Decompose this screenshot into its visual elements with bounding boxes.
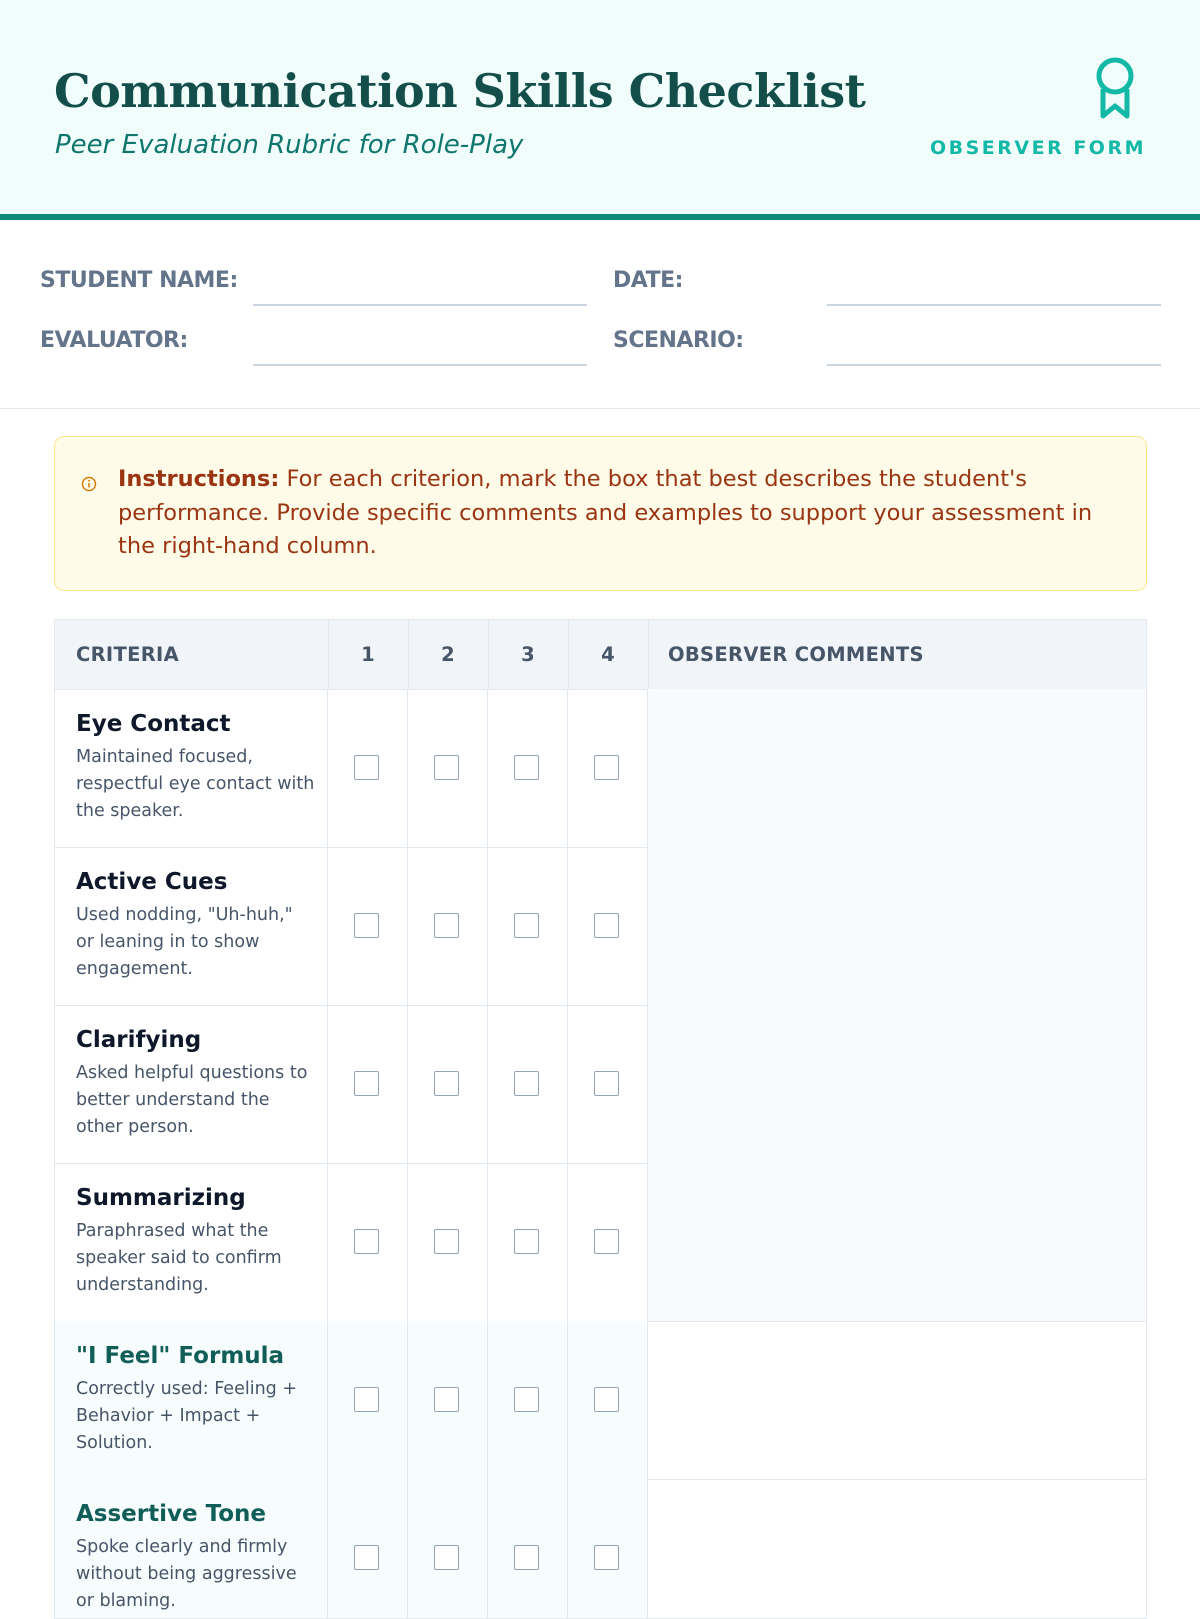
observer-comment-cell[interactable] <box>648 1163 1147 1321</box>
criterion-title: Active Cues <box>76 869 228 895</box>
criterion-cell <box>55 1321 328 1479</box>
score-3-header: 3 <box>521 643 535 666</box>
criterion-title: Assertive Tone <box>76 1501 267 1527</box>
criteria-column-header: CRITERIA <box>76 643 179 666</box>
score-4-header: 4 <box>601 643 615 666</box>
criterion-description: Asked helpful questions to better understand the other person. <box>76 1063 308 1137</box>
date-label: DATE: <box>613 268 683 293</box>
award-ribbon-icon <box>1090 54 1140 122</box>
score-1-checkbox[interactable] <box>354 1387 379 1412</box>
observer-comment-cell[interactable] <box>648 689 1147 847</box>
table-row <box>55 847 1147 1006</box>
score-1-checkbox[interactable] <box>354 1545 379 1570</box>
instructions-box <box>54 436 1147 591</box>
table-row <box>55 689 1147 848</box>
score-4-checkbox[interactable] <box>594 1387 619 1412</box>
criterion-title: Eye Contact <box>76 711 231 737</box>
score-3-checkbox[interactable] <box>514 755 539 780</box>
info-icon <box>81 476 97 492</box>
score-2-checkbox[interactable] <box>434 755 459 780</box>
instructions-body: For each criterion, mark the box that best describes the student's performance. Provide specific comments and examples to support your assessment in the right-hand column. <box>118 466 1093 559</box>
score-2-checkbox[interactable] <box>434 1071 459 1096</box>
criterion-cell <box>55 1479 328 1619</box>
evaluator-field[interactable] <box>253 364 587 366</box>
score-4-checkbox[interactable] <box>594 1229 619 1254</box>
observer-comment-cell[interactable] <box>648 1005 1147 1163</box>
criterion-title: "I Feel" Formula <box>76 1343 285 1369</box>
score-4-checkbox[interactable] <box>594 755 619 780</box>
criterion-title: Clarifying <box>76 1027 202 1053</box>
scenario-field[interactable] <box>827 364 1161 366</box>
student-info-section <box>0 226 1200 409</box>
criterion-cell <box>55 847 328 1005</box>
date-field[interactable] <box>827 304 1161 306</box>
criterion-description: Used nodding, "Uh-huh," or leaning in to show engagement. <box>76 905 293 979</box>
evaluator-label: EVALUATOR: <box>40 328 188 353</box>
criterion-cell <box>55 1163 328 1321</box>
student-name-label: STUDENT NAME: <box>40 268 238 293</box>
table-row <box>55 1163 1147 1322</box>
score-1-checkbox[interactable] <box>354 913 379 938</box>
criterion-description: Maintained focused, respectful eye contact with the speaker. <box>76 747 315 821</box>
score-1-header: 1 <box>361 643 375 666</box>
score-2-header: 2 <box>441 643 455 666</box>
rubric-table <box>54 619 1147 1619</box>
criterion-title: Summarizing <box>76 1185 246 1211</box>
observer-form-label: OBSERVER FORM <box>929 137 1146 159</box>
observer-comment-cell[interactable] <box>648 1321 1147 1479</box>
page-header <box>0 0 1200 220</box>
score-1-checkbox[interactable] <box>354 1071 379 1096</box>
observer-comment-cell[interactable] <box>648 1479 1147 1619</box>
criterion-description: Paraphrased what the speaker said to confirm understanding. <box>76 1221 282 1295</box>
criterion-description: Correctly used: Feeling + Behavior + Impact + Solution. <box>76 1379 297 1453</box>
table-header <box>55 620 1147 690</box>
table-row <box>55 1321 1147 1480</box>
score-3-checkbox[interactable] <box>514 1545 539 1570</box>
table-row <box>55 1005 1147 1164</box>
student-name-field[interactable] <box>253 304 587 306</box>
score-4-checkbox[interactable] <box>594 913 619 938</box>
score-2-checkbox[interactable] <box>434 1387 459 1412</box>
score-1-checkbox[interactable] <box>354 755 379 780</box>
criterion-description: Spoke clearly and firmly without being aggressive or blaming. <box>76 1537 297 1611</box>
comments-column-header: OBSERVER COMMENTS <box>668 643 924 666</box>
observer-comment-cell[interactable] <box>648 847 1147 1005</box>
score-2-checkbox[interactable] <box>434 1229 459 1254</box>
table-row <box>55 1479 1147 1619</box>
scenario-label: SCENARIO: <box>613 328 744 353</box>
score-2-checkbox[interactable] <box>434 913 459 938</box>
score-3-checkbox[interactable] <box>514 1229 539 1254</box>
page-subtitle: Peer Evaluation Rubric for Role-Play <box>55 130 524 160</box>
score-2-checkbox[interactable] <box>434 1545 459 1570</box>
instructions-lead: Instructions: <box>118 466 280 492</box>
score-3-checkbox[interactable] <box>514 1071 539 1096</box>
criterion-cell <box>55 689 328 847</box>
score-4-checkbox[interactable] <box>594 1071 619 1096</box>
score-3-checkbox[interactable] <box>514 913 539 938</box>
score-4-checkbox[interactable] <box>594 1545 619 1570</box>
page-title: Communication Skills Checklist <box>54 64 866 118</box>
instructions-text <box>118 463 1118 564</box>
criterion-cell <box>55 1005 328 1163</box>
score-1-checkbox[interactable] <box>354 1229 379 1254</box>
score-3-checkbox[interactable] <box>514 1387 539 1412</box>
